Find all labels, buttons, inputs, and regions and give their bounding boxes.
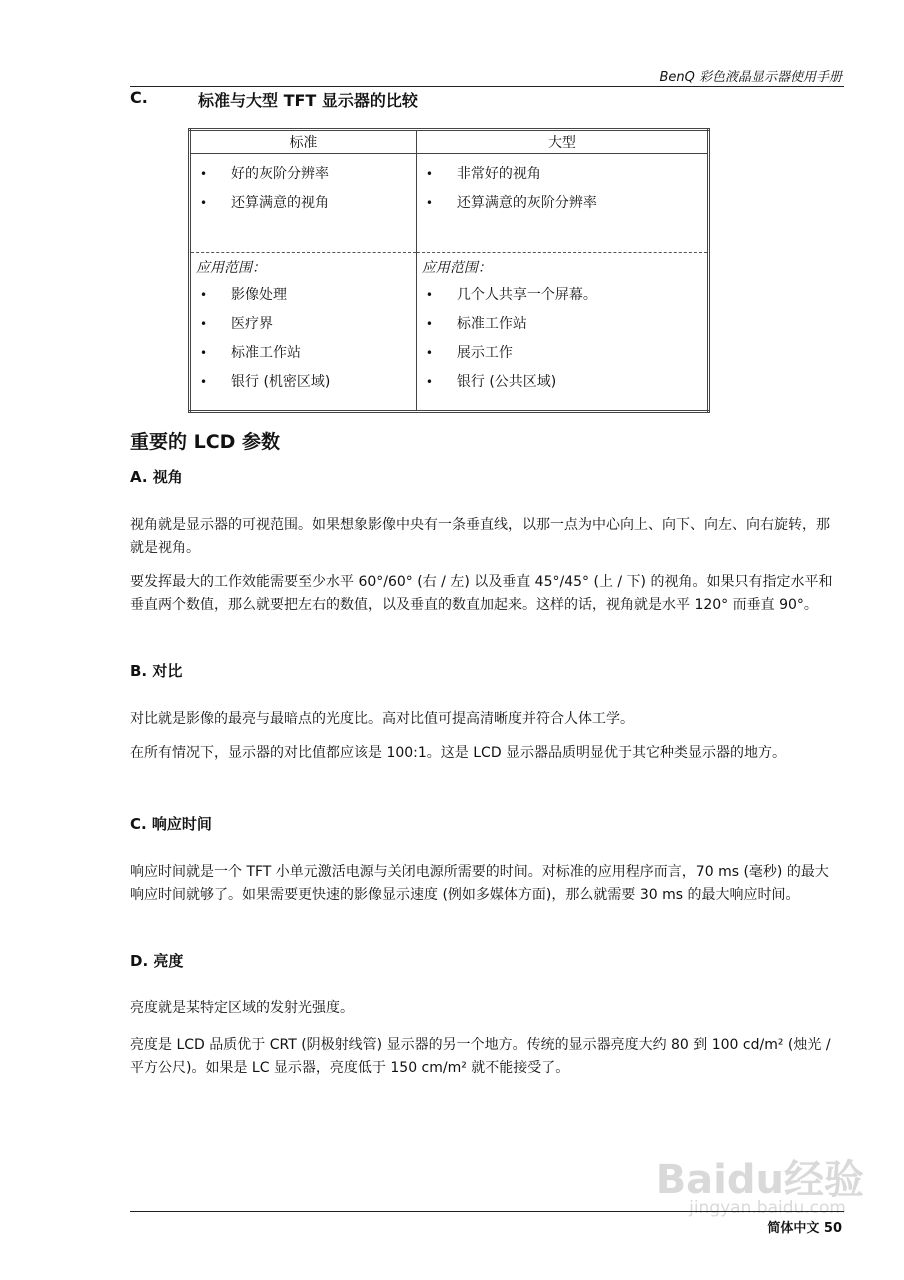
large-features-cell <box>416 154 708 253</box>
bullet-icon: • <box>200 317 208 331</box>
watermark-logo: Baidu经验 <box>655 1157 864 1203</box>
section-a-heading: A. 视角 <box>130 468 183 486</box>
footer-page-label: 简体中文 50 <box>767 1221 842 1236</box>
section-c-label: C. <box>130 88 148 107</box>
list-item <box>417 310 707 339</box>
application-text: 展示工作 <box>456 345 513 361</box>
section-d-paragraph-1: 亮度就是某特定区域的发射光强度。 <box>130 1000 354 1016</box>
list-item <box>191 310 416 339</box>
watermark-url: jingyan.baidu.com <box>689 1198 846 1218</box>
bullet-icon: • <box>200 375 208 389</box>
bullet-icon: • <box>425 375 433 389</box>
section-c2-paragraph-1: 响应时间就是一个 TFT 小单元激活电源与关闭电源所需要的时间。对标准的应用程序而言，70 ms (毫秒) 的最大响应时间就够了。如果需要更快速的影像显示速度 (例如多媒体方面)，那么就需要 30 ms 的最大响应时间。 <box>130 864 829 903</box>
bullet-icon: • <box>425 346 433 360</box>
section-b-heading: B. 对比 <box>130 662 183 680</box>
list-item <box>191 160 416 189</box>
footer-rule <box>130 1211 844 1212</box>
feature-text: 非常好的视角 <box>456 166 541 182</box>
list-item <box>191 189 416 218</box>
application-text: 标准工作站 <box>456 316 527 332</box>
list-item <box>417 339 707 368</box>
feature-text: 好的灰阶分辨率 <box>231 166 329 182</box>
bullet-icon: • <box>425 288 433 302</box>
header-rule <box>130 86 844 87</box>
application-text: 标准工作站 <box>231 345 301 361</box>
section-b-paragraph-1: 对比就是影像的最亮与最暗点的光度比。高对比值可提高清晰度并符合人体工学。 <box>130 711 634 727</box>
application-label: 应用范围： <box>421 260 492 276</box>
section-a-paragraph-1: 视角就是显示器的可视范围。如果想象影像中央有一条垂直线，以那一点为中心向上、向下、向左、向右旋转，那就是视角。 <box>130 517 830 556</box>
list-item <box>417 281 707 310</box>
list-item <box>191 339 416 368</box>
section-d-paragraph-2: 亮度是 LCD 品质优于 CRT (阴极射线管) 显示器的另一个地方。传统的显示器亮度大约 80 到 100 cd/m² (烛光 / 平方公尺)。如果是 LC 显示器，亮度低于 150 cm/m² 就不能接受了。 <box>130 1037 831 1076</box>
section-c-title: 标准与大型 TFT 显示器的比较 <box>198 91 418 110</box>
bullet-icon: • <box>425 317 433 331</box>
bullet-icon: • <box>425 167 433 181</box>
lcd-params-title: 重要的 LCD 参数 <box>130 431 281 453</box>
feature-text: 还算满意的视角 <box>231 195 329 211</box>
application-text: 银行 (公共区域) <box>456 374 557 390</box>
section-b-paragraph-2: 在所有情况下，显示器的对比值都应该是 100:1。这是 LCD 显示器品质明显优于其它种类显示器的地方。 <box>130 745 787 761</box>
list-item <box>191 368 416 397</box>
column-heading-standard: 标准 <box>190 130 417 154</box>
large-applications-cell <box>416 253 708 412</box>
bullet-icon: • <box>200 346 208 360</box>
section-d-heading: D. 亮度 <box>130 952 184 970</box>
list-item <box>417 368 707 397</box>
bullet-icon: • <box>425 196 433 210</box>
application-text: 几个人共享一个屏幕。 <box>456 287 597 303</box>
list-item <box>191 281 416 310</box>
column-heading-large: 大型 <box>416 130 708 154</box>
application-text: 影像处理 <box>231 287 287 303</box>
section-c2-heading: C. 响应时间 <box>130 815 212 833</box>
bullet-icon: • <box>200 288 208 302</box>
application-text: 医疗界 <box>231 316 273 332</box>
bullet-icon: • <box>200 167 208 181</box>
list-item <box>417 189 707 218</box>
application-label: 应用范围： <box>196 260 266 276</box>
application-text: 银行 (机密区域) <box>231 374 331 390</box>
section-a-paragraph-2: 要发挥最大的工作效能需要至少水平 60°/60° (右 / 左) 以及垂直 45°/45° (上 / 下) 的视角。如果只有指定水平和垂直两个数值，那么就要把左右的数值，以及垂直的数直加起来。这样的话，视角就是水平 120° 而垂直 90°。 <box>130 574 833 613</box>
standard-features-cell <box>190 154 417 253</box>
comparison-table <box>188 128 710 413</box>
feature-text: 还算满意的灰阶分辨率 <box>456 195 597 211</box>
bullet-icon: • <box>200 196 208 210</box>
standard-applications-cell <box>190 253 417 412</box>
list-item <box>417 160 707 189</box>
page-header-title: BenQ 彩色液晶显示器使用手册 <box>659 70 842 85</box>
